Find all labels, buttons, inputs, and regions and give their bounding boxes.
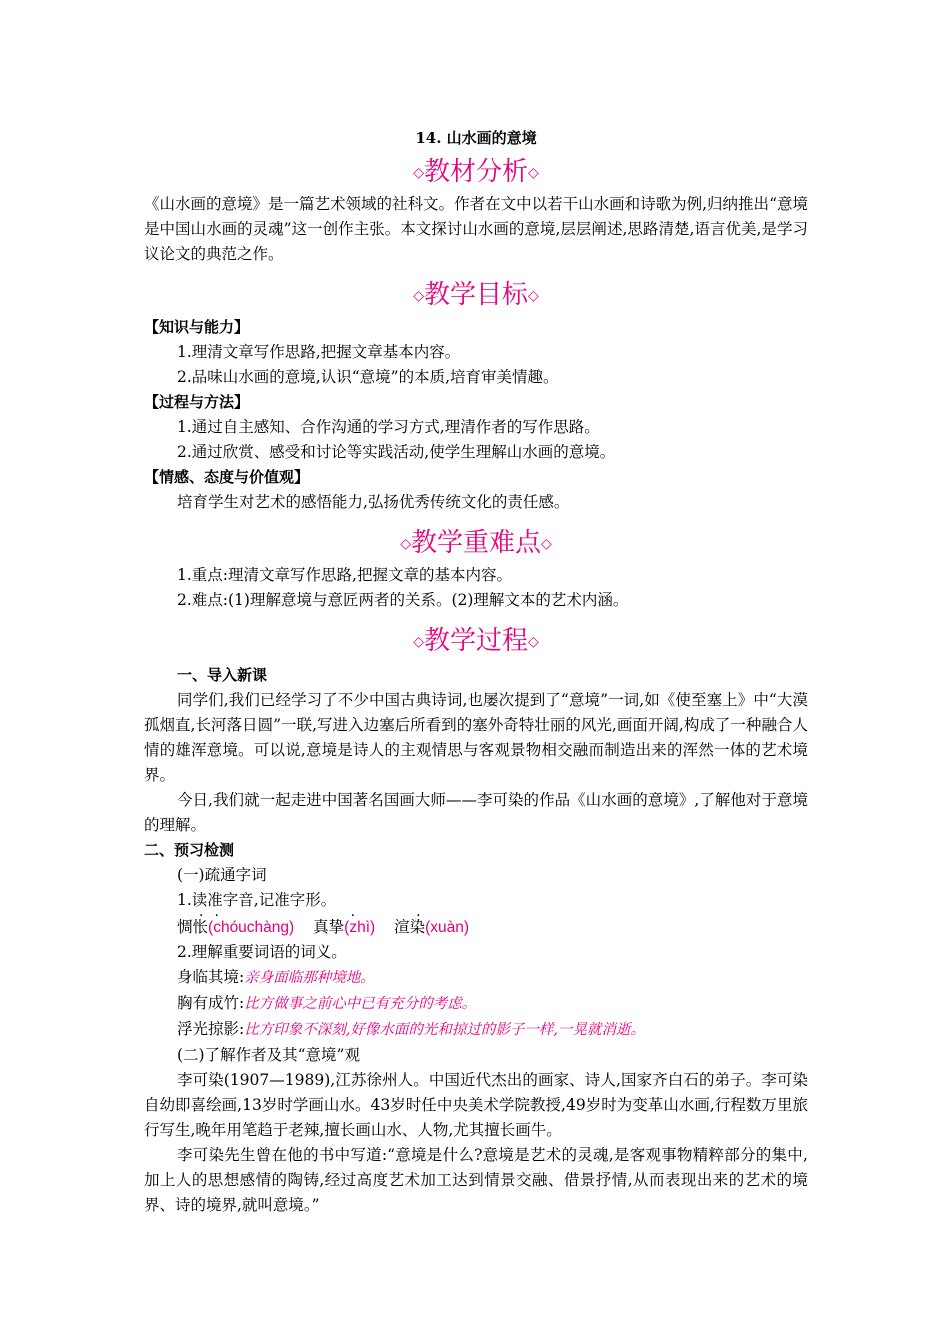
process-paragraph: 同学们,我们已经学习了不少中国古典诗词,也屡次提到了“意境”一词,如《使至塞上》中“大漠孤烟直,长河落日圆”一联,写进入边塞后所看到的塞外奇特壮丽的风光,画面开阔,构成了一种融合人情的雄浑意境。可以说,意境是诗人的主观情思与客观景物相交融而制造出来的浑然一体的艺术境界。 bbox=[144, 691, 808, 784]
goal-item: 2.品味山水画的意境,认识“意境”的本质,培育审美情趣。 bbox=[177, 368, 559, 386]
pinyin: (chóuchàng) bbox=[208, 919, 295, 936]
vocab-char: 怅 bbox=[192, 918, 209, 936]
document-title: 14. 山水画的意境 bbox=[415, 129, 537, 147]
vocab-definition bbox=[144, 1017, 808, 1043]
goal-heading: 【过程与方法】 bbox=[144, 393, 250, 411]
goal-item: 1.理清文章写作思路,把握文章基本内容。 bbox=[177, 343, 461, 361]
section-heading-goals bbox=[144, 275, 808, 315]
section-label: 教学过程 bbox=[423, 626, 528, 656]
vocab-char: 渲 bbox=[394, 918, 410, 936]
analysis-paragraph: 《山水画的意境》是一篇艺术领域的社科文。作者在文中以若干山水画和诗歌为例,归纳推出“意境是中国山水画的灵魂”这一创作主张。本文探讨山水画的意境,层层阐述,思路清楚,语言优美,是学习议论文的典范之作。 bbox=[144, 195, 808, 263]
subsection-heading: (二)了解作者及其“意境”观 bbox=[177, 1046, 360, 1064]
vocab-answer: 比方做事之前心中已有充分的考虑。 bbox=[244, 996, 477, 1012]
diamond-icon: ◇ bbox=[413, 165, 424, 181]
diamond-icon: ◇ bbox=[541, 536, 552, 552]
section-label: 教学重难点 bbox=[410, 528, 541, 558]
goal-heading: 【情感、态度与价值观】 bbox=[144, 468, 310, 486]
document-page bbox=[144, 128, 808, 1218]
process-paragraph: 李可染(1907—1989),江苏徐州人。中国近代杰出的画家、诗人,国家齐白石的弟子。李可染自幼即喜绘画,13岁时学画山水。43岁时任中央美术学院教授,49岁时为变革山水画,行程数万里旅行写生,晚年用笔趋于老辣,擅长画山水、人物,尤其擅长画牛。 bbox=[144, 1071, 808, 1139]
diamond-icon: ◇ bbox=[400, 536, 411, 552]
vocab-term: 身临其境: bbox=[177, 968, 245, 986]
diamond-icon: ◇ bbox=[413, 634, 424, 650]
section-heading-process bbox=[144, 621, 808, 661]
keypoint-item: 2.难点:(1)理解意境与意匠两者的关系。(2)理解文本的艺术内涵。 bbox=[177, 591, 629, 609]
pinyin: (zhì) bbox=[344, 919, 376, 936]
vocab-instruction: 2.理解重要词语的词义。 bbox=[177, 943, 347, 961]
diamond-icon: ◇ bbox=[528, 634, 539, 650]
vocab-char: 真 bbox=[313, 918, 329, 936]
subsection-heading: (一)疏通字词 bbox=[177, 866, 267, 884]
section-heading-keypoints bbox=[144, 523, 808, 563]
vocab-term: 胸有成竹: bbox=[177, 994, 245, 1012]
process-heading: 一、导入新课 bbox=[177, 666, 268, 684]
pinyin: (xuàn) bbox=[425, 919, 470, 936]
process-paragraph: 李可染先生曾在他的书中写道:“意境是什么?意境是艺术的灵魂,是客观事物精粹部分的集中,加上人的思想感情的陶铸,经过高度艺术加工达到情景交融、借景抒情,从而表现出来的艺术的境界、诗的境界,就叫意境。” bbox=[144, 1146, 808, 1214]
vocab-answer: 比方印象不深刻,好像水面的光和掠过的影子一样,一晃就消逝。 bbox=[244, 1022, 645, 1038]
goal-item: 1.通过自主感知、合作沟通的学习方式,理清作者的写作思路。 bbox=[177, 418, 600, 436]
section-heading-analysis bbox=[144, 152, 808, 192]
goal-heading: 【知识与能力】 bbox=[144, 318, 250, 336]
diamond-icon: ◇ bbox=[413, 288, 424, 304]
vocab-instruction: 1.读准字音,记准字形。 bbox=[177, 891, 337, 909]
vocab-answer: 亲身面临那种境地。 bbox=[244, 970, 375, 986]
keypoint-item: 1.重点:理清文章写作思路,把握文章的基本内容。 bbox=[177, 566, 512, 584]
section-label: 教材分析 bbox=[423, 157, 528, 187]
vocab-term: 浮光掠影: bbox=[177, 1020, 245, 1038]
vocab-char: 挚 bbox=[328, 918, 345, 936]
goal-item: 2.通过欣赏、感受和讨论等实践活动,使学生理解山水画的意境。 bbox=[177, 443, 616, 461]
vocab-char: 染 bbox=[409, 918, 426, 936]
goal-item: 培育学生对艺术的感悟能力,弘扬优秀传统文化的责任感。 bbox=[177, 493, 570, 511]
process-heading: 二、预习检测 bbox=[144, 841, 235, 859]
vocab-char: 惆 bbox=[177, 918, 193, 936]
section-label: 教学目标 bbox=[423, 280, 528, 310]
process-paragraph: 今日,我们就一起走进中国著名国画大师——李可染的作品《山水画的意境》,了解他对于意境的理解。 bbox=[144, 791, 808, 834]
diamond-icon: ◇ bbox=[528, 165, 539, 181]
pronunciation-line bbox=[144, 915, 808, 940]
vocab-definition bbox=[144, 991, 808, 1017]
diamond-icon: ◇ bbox=[528, 288, 539, 304]
vocab-definition bbox=[144, 965, 808, 991]
